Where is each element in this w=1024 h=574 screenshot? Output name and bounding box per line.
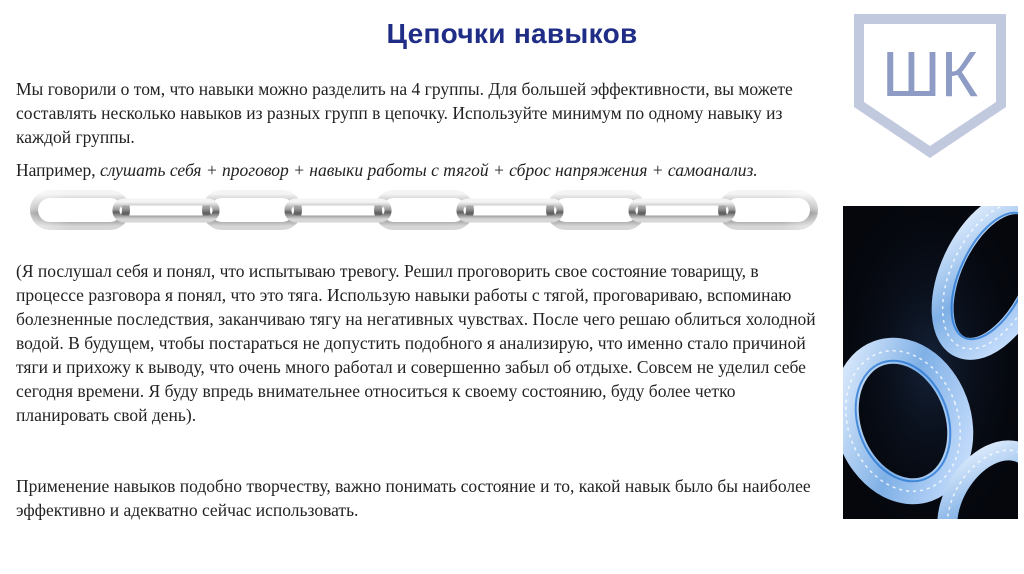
- example-paragraph: [16, 158, 846, 182]
- conclusion-paragraph: Применение навыков подобно творчеству, важно понимать состояние и то, какой навык было бы наиболее эффективно и адекватно сейчас использовать.: [16, 476, 811, 520]
- logo-text: ШК: [882, 38, 978, 110]
- logo-shield-icon: [850, 12, 1010, 160]
- example-chain: слушать себя + проговор + навыки работы с тягой + сброс напряжения + самоанализ.: [100, 160, 758, 180]
- digital-chain-image: [843, 206, 1018, 519]
- story-paragraph: (Я послушал себя и понял, что испытываю тревогу. Решил проговорить свое состояние товарищу, в процессе разговора я понял, что это тяга. Использую навыки работы с тягой, проговариваю, вспоминаю болезненные последствия, заканчиваю тягу на негативных чувствах. После чего решаю облиться холодной водой. В будущем, чтобы постараться не допустить подобного я анализирую, что именно стало причиной тяги и прихожу к выводу, что очень много работал и совершенно забыл об отдыхе. Совсем не уделил себе сегодня времени. Я буду впредь внимательнее относиться к своему состоянию, буду более четко планировать свой день).: [16, 261, 816, 425]
- chain-image: [20, 182, 830, 240]
- intro-paragraph: Мы говорили о том, что навыки можно разделить на 4 группы. Для большей эффективности, вы можете составлять несколько навыков из разных групп в цепочку. Используйте минимум по одному навыку из каждой группы.: [16, 79, 793, 147]
- slide-title: Цепочки навыков: [386, 18, 638, 49]
- example-prefix: Например,: [16, 160, 96, 180]
